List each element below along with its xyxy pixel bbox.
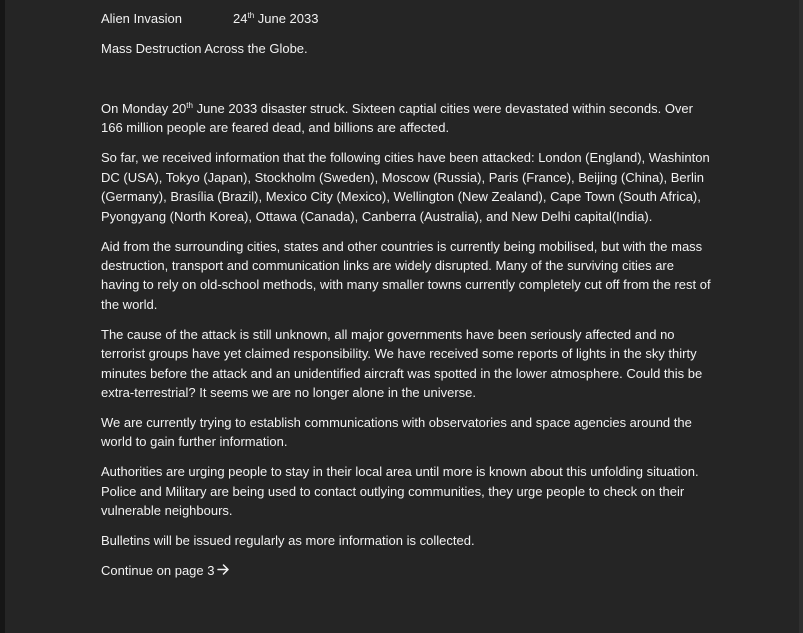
article-date <box>233 11 318 26</box>
date-day: 24 <box>233 11 248 26</box>
arrow-right-icon <box>217 561 230 580</box>
paragraph-1-rest: June 2033 disaster struck. Sixteen captial cities were devastated within seconds. Over 166 million people are feared dead, and billions are affected. <box>101 100 693 136</box>
continue-link[interactable] <box>101 561 713 580</box>
continue-label: Continue on page 3 <box>101 563 215 579</box>
paragraph-2: So far, we received information that the following cities have been attacked: London (England), Washinton DC (USA), Tokyo (Japan), Stockholm (Sweden), Moscow (Russia), Paris (France), Beijing (China), Berlin (Germany), Brasília (Brazil), Mexico City (Mexico), Wellington (New Zealand), Cape Town (South Africa), Pyongyang (North Korea), Ottawa (Canada), Canberra (Australia), and New Delhi capital(India). <box>101 150 710 224</box>
date-month-year: June 2033 <box>254 11 319 26</box>
document-body <box>101 9 713 581</box>
paragraph-3: Aid from the surrounding cities, states and other countries is currently being mobilised, but with the mass destruction, transport and communication links are widely disrupted. Many of the surviving cities are having to rely on old-school methods, with many smaller towns currently completely cut off from the rest of the world. <box>101 238 711 312</box>
paragraph-7: Bulletins will be issued regularly as more information is collected. <box>101 533 475 549</box>
date-suffix: th <box>247 11 255 20</box>
article-header <box>101 9 713 28</box>
paragraph-1-suffix: th <box>186 100 193 110</box>
paragraph-5: We are currently trying to establish communications with observatories and space agencies around the world to gain further information. <box>101 415 692 450</box>
paragraph-4: The cause of the attack is still unknown, all major governments have been seriously affected and no terrorist groups have yet claimed responsibility. We have received some reports of lights in the sky thirty minutes before the attack and an unidentified aircraft was spotted in the lower atmosphere. Could this be extra-terrestrial? It seems we are no longer alone in the universe. <box>101 326 703 401</box>
article-title: Alien Invasion <box>101 11 182 26</box>
article-headline: Mass Destruction Across the Globe. <box>101 40 308 56</box>
paragraph-1 <box>101 99 713 138</box>
paragraph-6: Authorities are urging people to stay in their local area until more is known about this unfolding situation. Police and Military are being used to contact outlying communities, they urge people to check on their vulnerable neighbours. <box>101 464 699 519</box>
paragraph-1-start: On Monday 20 <box>101 100 187 116</box>
